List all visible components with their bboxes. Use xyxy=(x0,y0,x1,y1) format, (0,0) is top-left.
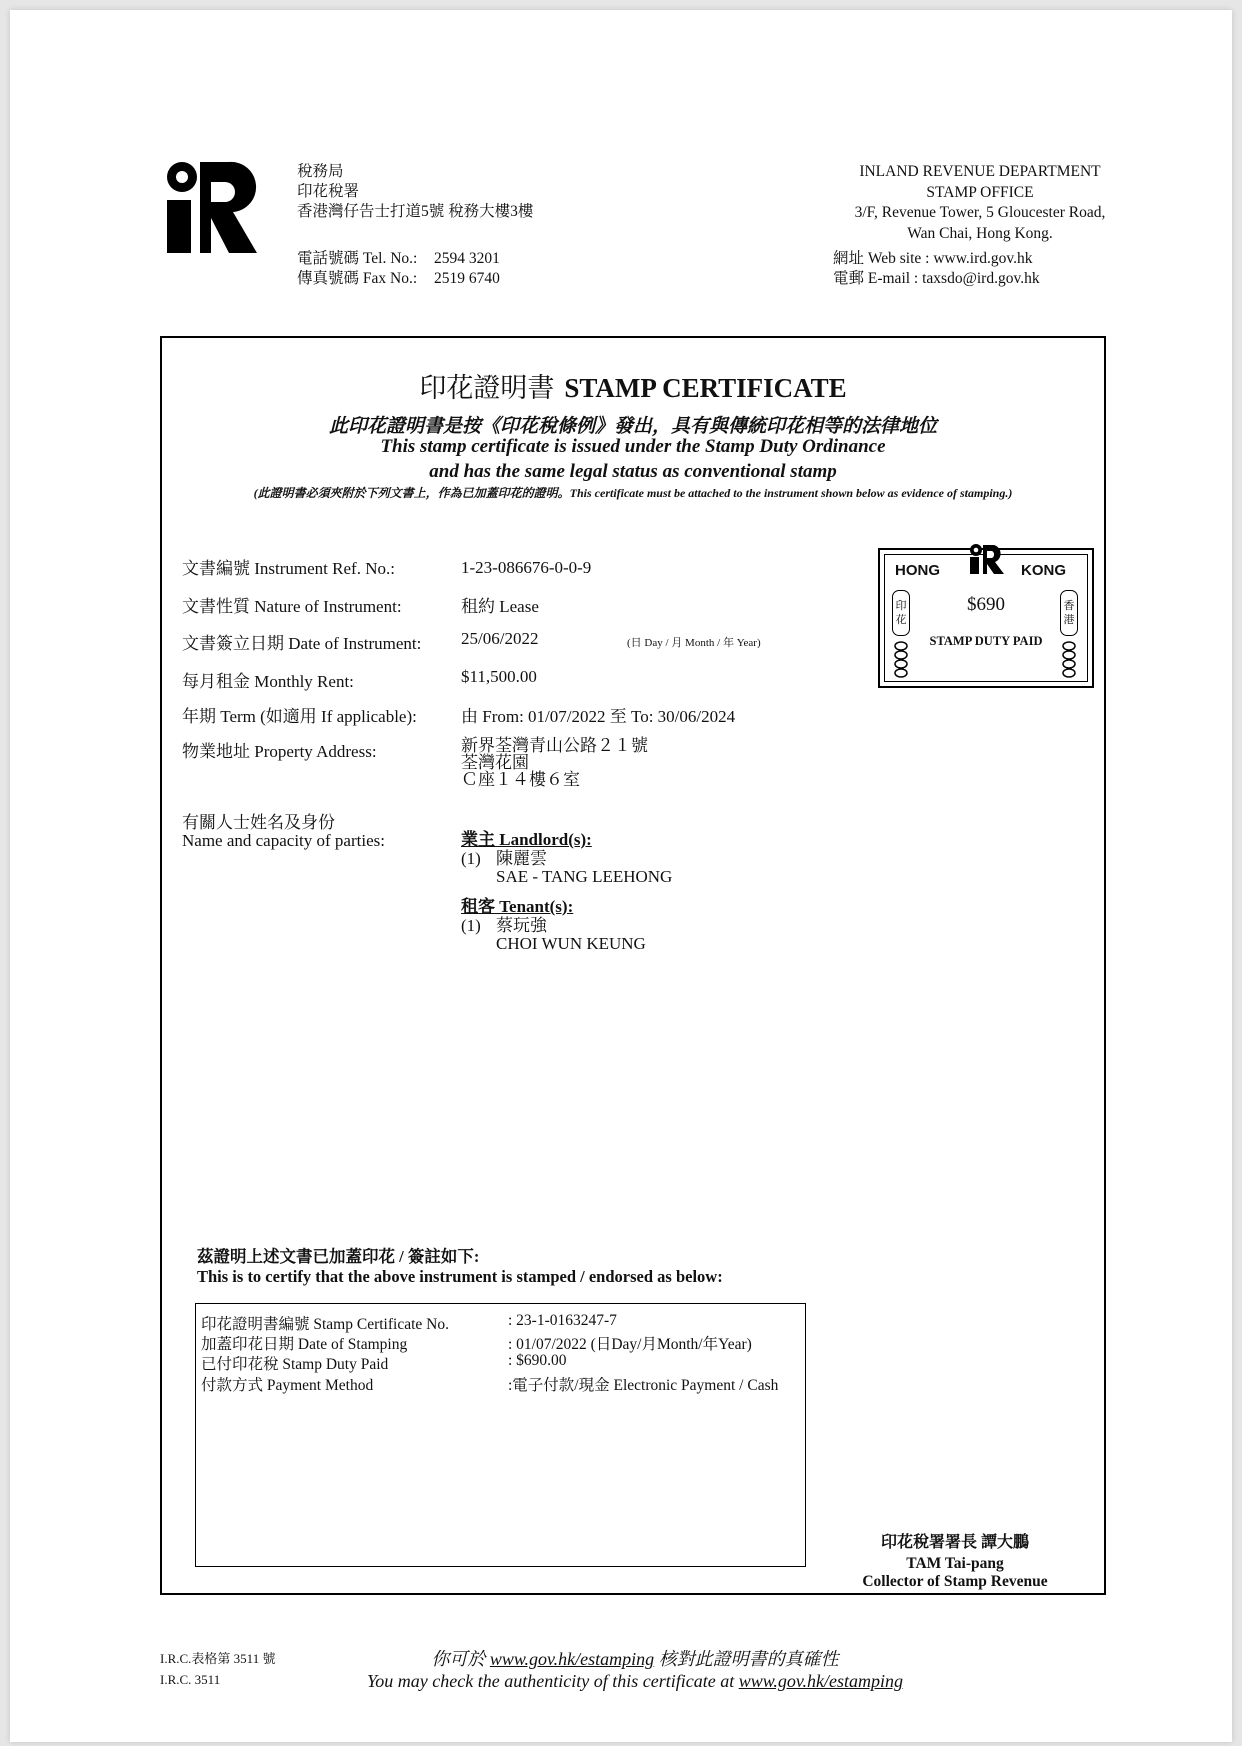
date-label: 文書簽立日期 Date of Instrument: xyxy=(182,634,422,653)
verify-line-zh xyxy=(310,1645,960,1671)
verify-zh-post: 核對此證明書的真確性 xyxy=(658,1649,839,1669)
ref-value: 1-23-086676-0-0-9 xyxy=(461,558,592,577)
certify-en: This is to certify that the above instrument is stamped / endorsed as below: xyxy=(197,1267,723,1286)
verify-line-en xyxy=(310,1671,960,1692)
subtitle-en-1: This stamp certificate is issued under the Stamp Duty Ordinance xyxy=(380,436,886,457)
stamp-kong: KONG xyxy=(1021,562,1066,579)
header-line: 香港灣仔告士打道5號 稅務大樓3樓 xyxy=(297,203,534,220)
stamp-left-char: 印 xyxy=(895,600,907,612)
address-label: 物業地址 Property Address: xyxy=(182,742,377,761)
title-en: STAMP CERTIFICATE xyxy=(564,373,847,403)
header-line: Wan Chai, Hong Kong. xyxy=(907,224,1053,242)
header-line: 3/F, Revenue Tower, 5 Gloucester Road, xyxy=(854,204,1106,221)
rent-value: $11,500.00 xyxy=(461,667,537,686)
endorsement-value: : 23-1-0163247-7 xyxy=(508,1312,617,1329)
endorsement-label: 已付印花稅 Stamp Duty Paid xyxy=(201,1356,389,1373)
website-line: 網址 Web site : www.ird.gov.hk xyxy=(833,250,1033,267)
tenant-entry xyxy=(461,917,646,953)
verify-zh-pre: 你可於 xyxy=(431,1649,486,1669)
estamping-link[interactable]: www.gov.hk/estamping xyxy=(738,1671,904,1691)
ird-mini-logo-icon xyxy=(970,544,1008,574)
header-line: STAMP OFFICE xyxy=(926,183,1034,201)
stamp-amount: $690 xyxy=(967,594,1005,615)
tenant-name-en: CHOI WUN KEUNG xyxy=(496,934,646,953)
landlord-entry xyxy=(461,850,672,886)
date-value: 25/06/2022 xyxy=(461,629,539,648)
verify-en-pre: You may check the authenticity of this certificate at xyxy=(366,1671,735,1691)
nature-value: 租約 Lease xyxy=(461,597,539,616)
parties-label xyxy=(182,814,385,850)
header-contact xyxy=(297,249,500,289)
ref-label: 文書編號 Instrument Ref. No.: xyxy=(182,559,395,578)
address-value xyxy=(461,737,648,788)
header-right-address xyxy=(780,162,1180,244)
endorsement-value: :電子付款/現金 Electronic Payment / Cash xyxy=(508,1377,779,1394)
form-number-en: I.R.C. 3511 xyxy=(160,1672,221,1687)
parties-label-en: Name and capacity of parties: xyxy=(182,831,385,850)
landlord-name-zh: 陳麗雲 xyxy=(496,849,547,868)
title-zh: 印花證明書 xyxy=(419,373,555,403)
certify-zh: 茲證明上述文書已加蓋印花 / 簽註如下: xyxy=(197,1247,480,1266)
stamp-right-char: 香 xyxy=(1063,600,1075,612)
signature-name-en: TAM Tai-pang xyxy=(906,1555,1004,1572)
stamp-left-char: 花 xyxy=(895,614,907,626)
endorsement-value: : $690.00 xyxy=(508,1352,567,1369)
rent-label: 每月租金 Monthly Rent: xyxy=(182,672,354,691)
landlord-heading: 業主 Landlord(s): xyxy=(461,830,592,849)
certificate-note: (此證明書必須夾附於下列文書上，作為已加蓋印花的證明。This certificate must be attached to the instrument shown below as evidence of stamping.) xyxy=(253,486,1013,500)
tenant-name-zh: 蔡玩強 xyxy=(496,916,547,935)
certificate-title xyxy=(160,366,1106,405)
landlord-number: (1) xyxy=(461,849,481,868)
ird-logo-icon xyxy=(167,160,267,255)
nature-label: 文書性質 Nature of Instrument: xyxy=(182,597,402,616)
stamp-right-char: 港 xyxy=(1063,614,1075,626)
stamp-hong: HONG xyxy=(895,562,940,579)
endorsement-label: 印花證明書編號 Stamp Certificate No. xyxy=(201,1316,449,1333)
signature-title-en: Collector of Stamp Revenue xyxy=(862,1573,1048,1590)
header-line: 稅務局 xyxy=(297,163,344,180)
endorsement-label: 加蓋印花日期 Date of Stamping xyxy=(201,1336,408,1353)
date-format-note: (日 Day / 月 Month / 年 Year) xyxy=(627,637,761,649)
estamping-link[interactable]: www.gov.hk/estamping xyxy=(489,1649,655,1669)
tel-value: 2594 3201 xyxy=(434,250,500,267)
stamp-left-tab xyxy=(892,590,910,636)
address-line: 新界荃灣青山公路２１號 xyxy=(461,736,648,755)
endorsement-value: : 01/07/2022 (日Day/月Month/年Year) xyxy=(508,1336,752,1353)
endorsement-label: 付款方式 Payment Method xyxy=(201,1377,374,1394)
tel-label: 電話號碼 Tel. No.: xyxy=(297,250,418,267)
subtitle-zh: 此印花證明書是按《印花稅條例》發出，具有與傳統印花相等的法律地位 xyxy=(328,416,937,437)
stamp-ornament-icon xyxy=(1061,640,1077,678)
tenant-heading: 租客 Tenant(s): xyxy=(461,897,574,916)
landlord-name-en: SAE - TANG LEEHONG xyxy=(496,867,673,886)
fax-value: 2519 6740 xyxy=(434,270,500,287)
parties-label-zh: 有關人士姓名及身份 xyxy=(182,813,335,832)
header-web-contact xyxy=(833,249,1040,289)
term-label: 年期 Term (如適用 If applicable): xyxy=(182,707,417,726)
form-number-zh: I.R.C.表格第 3511 號 xyxy=(160,1651,276,1666)
tenant-number: (1) xyxy=(461,916,481,935)
signature-title-zh: 印花稅署署長 譚大鵬 xyxy=(880,1534,1029,1551)
header-line: INLAND REVENUE DEPARTMENT xyxy=(859,163,1101,180)
document-page xyxy=(10,10,1232,1742)
header-line: 印花稅署 xyxy=(297,183,360,200)
address-line: 荃灣花園 xyxy=(461,753,529,772)
subtitle-en-2: and has the same legal status as conventional stamp xyxy=(429,461,837,482)
stamp-right-tab xyxy=(1060,590,1078,636)
address-line: Ｃ座１４樓６室 xyxy=(461,770,580,789)
fax-label: 傳真號碼 Fax No.: xyxy=(297,270,418,287)
term-value: 由 From: 01/07/2022 至 To: 30/06/2024 xyxy=(461,707,736,726)
stamp-ornament-icon xyxy=(893,640,909,678)
header-left-address xyxy=(297,162,533,222)
email-line: 電郵 E-mail : taxsdo@ird.gov.hk xyxy=(833,270,1040,287)
stamp-duty-paid-seal xyxy=(878,548,1094,688)
stamp-paid-text: STAMP DUTY PAID xyxy=(929,634,1043,648)
